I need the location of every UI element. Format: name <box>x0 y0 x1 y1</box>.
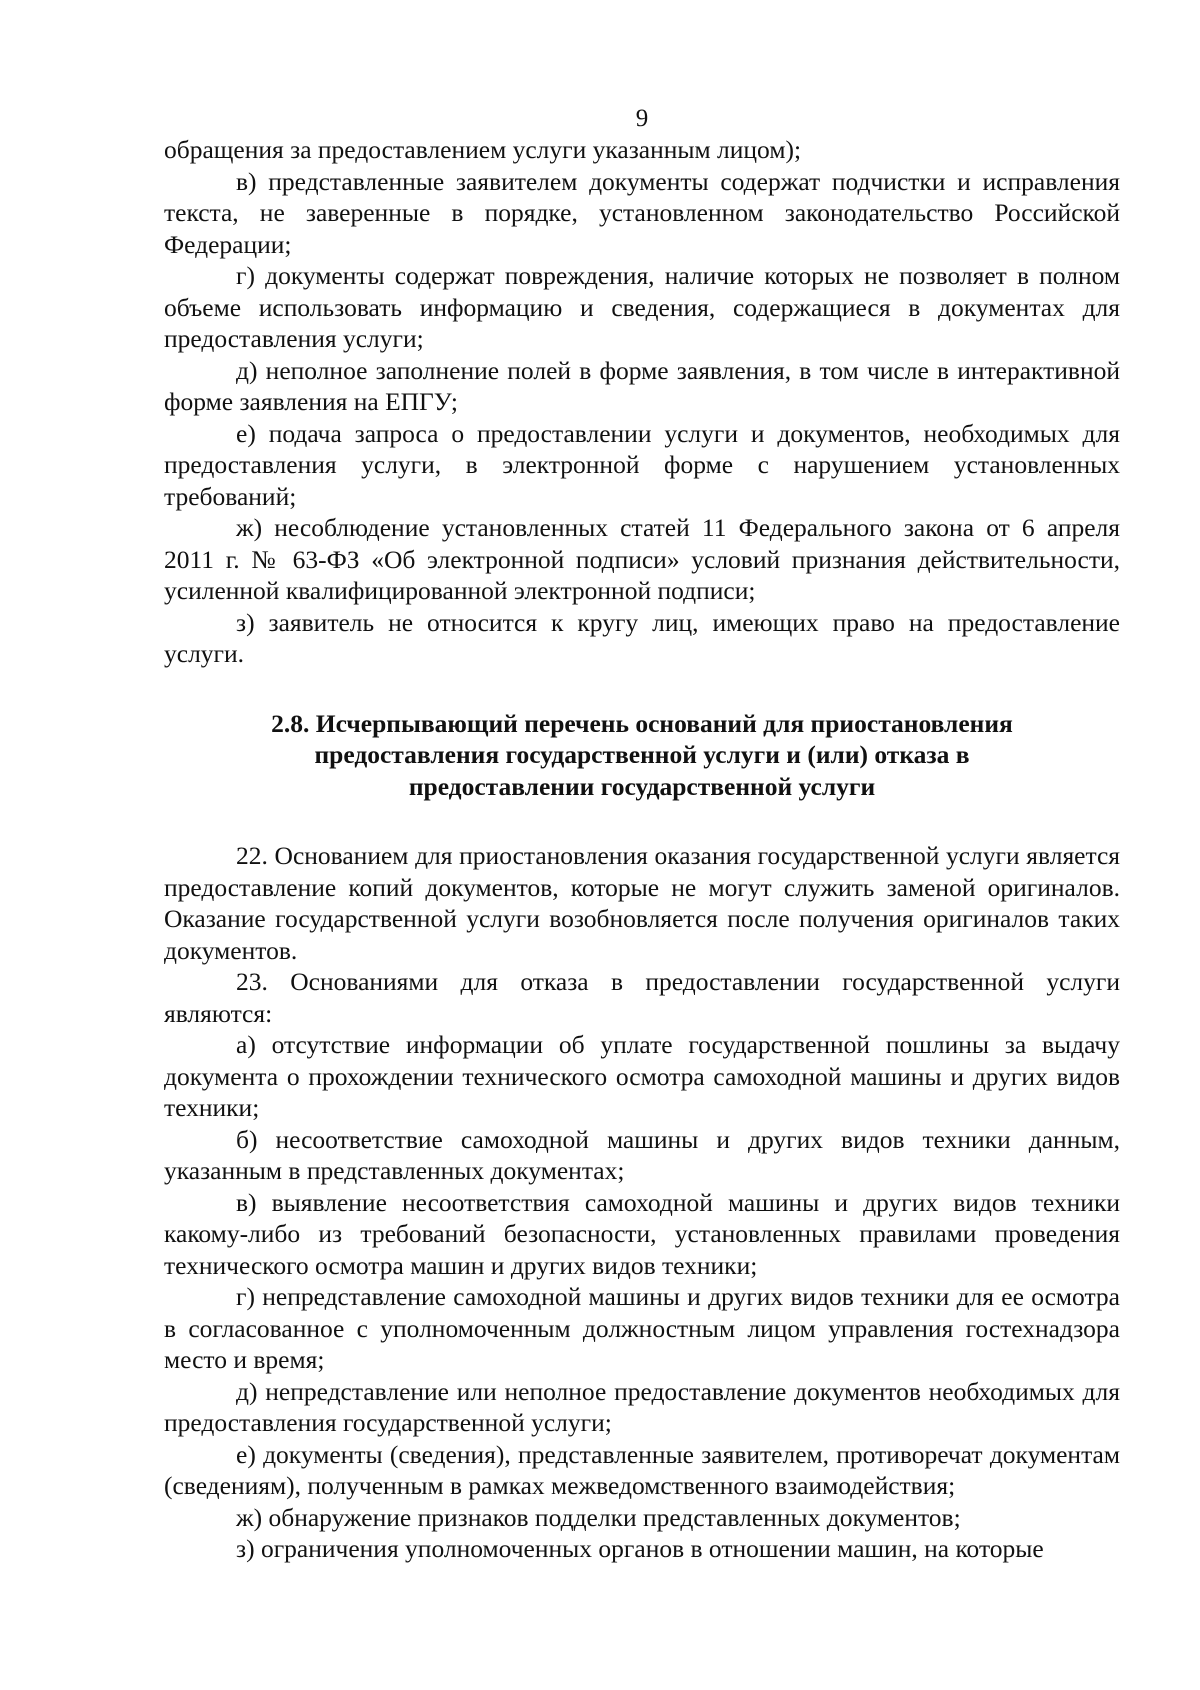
paragraph: з) ограничения уполномоченных органов в отношении машин, на которые <box>236 1534 1044 1563</box>
document-page <box>164 104 1120 1565</box>
paragraphs-after-heading <box>164 840 1120 1565</box>
paragraph: 23. Основаниями для отказа в предоставлении государственной услуги являются: <box>164 967 1120 1028</box>
section-heading: 2.8. Исчерпывающий перечень оснований для приостановления предоставления государственной услуги и (или) отказа в предоставлении государственной услуги <box>271 708 1013 801</box>
paragraph: а) отсутствие информации об уплате государственной пошлины за выдачу документа о прохождении технического осмотра самоходной машины и других видов техники; <box>164 1030 1120 1122</box>
paragraphs-before-heading <box>164 134 1120 670</box>
paragraph: д) непредставление или неполное предоставление документов необходимых для предоставления государственной услуги; <box>164 1376 1120 1437</box>
paragraph: е) подача запроса о предоставлении услуги и документов, необходимых для предоставления услуги, в электронной форме с нарушением установленных требований; <box>164 418 1120 511</box>
paragraph: обращения за предоставлением услуги указанным лицом); <box>164 135 802 164</box>
paragraph: е) документы (сведения), представленные заявителем, противоречат документам (сведениям), полученным в рамках межведомственного взаимодействия; <box>164 1439 1120 1500</box>
paragraph: г) непредставление самоходной машины и других видов техники для ее осмотра в согласованное с уполномоченным должностным лицом управления гостехнадзора место и время; <box>164 1282 1120 1374</box>
paragraph: 22. Основанием для приостановления оказания государственной услуги является предоставление копий документов, которые не могут служить заменой оригиналов. Оказание государственной услуги возобновляется после получения оригиналов таких документов. <box>164 841 1120 965</box>
paragraph: з) заявитель не относится к кругу лиц, имеющих право на предоставление услуги. <box>164 607 1120 668</box>
paragraph: в) представленные заявителем документы содержат подчистки и исправления текста, не заверенные в порядке, установленном законодательство Российской Федерации; <box>164 166 1120 259</box>
paragraph: в) выявление несоответствия самоходной машины и других видов техники какому-либо из требований безопасности, установленных правилами проведения технического осмотра машин и других видов техники; <box>164 1187 1120 1280</box>
paragraph: д) неполное заполнение полей в форме заявления, в том числе в интерактивной форме заявления на ЕПГУ; <box>164 355 1120 416</box>
page-number: 9 <box>635 105 649 132</box>
paragraph: г) документы содержат повреждения, наличие которых не позволяет в полном объеме использовать информацию и сведения, содержащиеся в документах для предоставления услуги; <box>164 261 1120 353</box>
paragraph: ж) обнаружение признаков подделки представленных документов; <box>236 1502 961 1532</box>
paragraph: ж) несоблюдение установленных статей 11 Федерального закона от 6 апреля 2011 г. № 63-ФЗ «Об электронной подписи» условий признания действительности, усиленной квалифицированной электронной подписи; <box>164 513 1120 605</box>
paragraph: б) несоответствие самоходной машины и других видов техники данным, указанным в представленных документах; <box>164 1124 1120 1185</box>
